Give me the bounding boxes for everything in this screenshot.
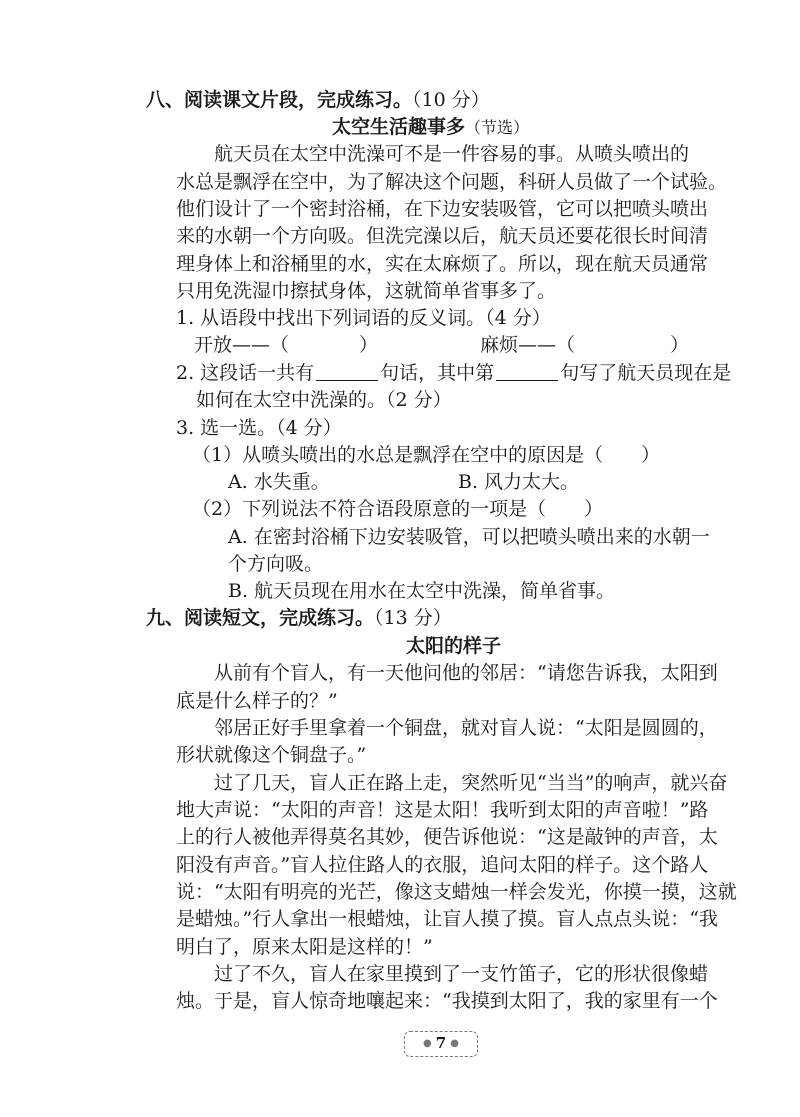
page-number	[404, 1031, 478, 1057]
section-8-passage-line: 水总是飘浮在空中，为了解决这个问题，科研人员做了一个试验。	[176, 171, 728, 193]
question-3-2: （2）下列说法不符合语段原意的一项是（ ）	[192, 498, 604, 520]
section-9-passage-line: 明白了，原来太阳是这样的！”	[176, 936, 433, 958]
q3-1-option-a: A. 水失重。	[228, 471, 330, 493]
section-8-title-text: 太空生活趣事多	[332, 116, 466, 138]
section-8-passage-line: 来的水朝一个方向吸。但洗完澡以后，航天员还要花很长时间清	[176, 225, 709, 247]
section-8-passage-line: 理身体上和浴桶里的水，实在太麻烦了。所以，现在航天员通常	[176, 253, 709, 275]
section-9-passage-line: 形状就像这个铜盘子。”	[176, 744, 367, 766]
section-9-passage-line: 从前有个盲人，有一天他问他的邻居：“请您告诉我，太阳到	[214, 662, 718, 684]
question-2	[176, 360, 731, 386]
q2-sentence-count-blank[interactable]	[316, 362, 378, 381]
section-9-passage-line: 过了几天，盲人正在路上走，突然听见“当当”的响声，就兴奋	[214, 772, 728, 794]
q2-part-a: 2. 这段话一共有	[176, 362, 315, 384]
section-9-passage-line: 是蜡烛。”行人拿出一根蜡烛，让盲人摸了摸。盲人点点头说：“我	[176, 908, 718, 930]
question-1: 1. 从语段中找出下列词语的反义词。（4 分）	[176, 307, 551, 329]
q2-part-c: 句写了航天员现在是	[560, 362, 732, 384]
q1-left-label: 开放——（	[194, 334, 290, 356]
section-9-heading-text: 九、阅读短文，完成练习。	[146, 607, 375, 629]
question-3: 3. 选一选。（4 分）	[176, 417, 342, 439]
section-9-passage-line: 地大声说：“太阳的声音！这是太阳！我听到太阳的声音啦！”路	[176, 799, 709, 821]
q1-left-close: ）	[359, 334, 379, 356]
page-number-right-dot-icon: ●	[450, 1038, 459, 1049]
section-9-heading	[146, 605, 452, 631]
section-8-passage-line: 他们设计了一个密封浴桶，在下边安装吸管，它可以把喷头喷出	[176, 198, 709, 220]
section-8-heading-text: 八、阅读课文片段，完成练习。	[146, 89, 413, 111]
section-9-passage-line: 底是什么样子的？”	[176, 690, 338, 712]
section-8-passage-line: 航天员在太空中洗澡可不是一件容易的事。从喷头喷出的	[214, 143, 690, 165]
section-9-passage-line: 上的行人被他弄得莫名其妙，便告诉他说：“这是敲钟的声音，太	[176, 826, 718, 848]
section-9-score: （13 分）	[374, 607, 452, 629]
section-9-passage-line: 阳没有声音。”盲人拉住路人的衣服，追问太阳的样子。这个路人	[176, 854, 709, 876]
q2-part-b: 句话，其中第	[380, 362, 495, 384]
q3-1-option-b: B. 风力太大。	[458, 471, 580, 493]
question-2-line-2: 如何在太空中洗澡的。（2 分）	[196, 389, 452, 411]
q1-right-close: ）	[670, 334, 690, 356]
question-1-left	[194, 332, 378, 358]
q1-right-label: 麻烦——（	[480, 334, 576, 356]
section-9-passage-line: 过了不久，盲人在家里摸到了一支竹笛子，它的形状很像蜡	[214, 963, 709, 985]
q3-2-option-a-line-1: A. 在密封浴桶下边安装吸管，可以把喷头喷出来的水朝一	[228, 526, 710, 548]
q3-2-option-b: B. 航天员现在用水在太空中洗澡，简单省事。	[228, 580, 616, 602]
section-9-title: 太阳的样子	[406, 635, 502, 657]
q3-2-option-a-line-2: 个方向吸。	[228, 553, 324, 575]
section-9-passage-line: 说：“太阳有明亮的光芒，像这支蜡烛一样会发光，你摸一摸，这就	[176, 881, 737, 903]
section-8-passage-line: 只用免洗湿巾擦拭身体，这就简单省事多了。	[176, 280, 557, 302]
section-8-score: （10 分）	[412, 89, 490, 111]
section-9-passage-line: 邻居正好手里拿着一个铜盘，就对盲人说：“太阳是圆圆的，	[214, 717, 718, 739]
question-3-1: （1）从喷头喷出的水总是飘浮在空中的原因是（ ）	[192, 444, 661, 466]
section-8-title-note: （节选）	[465, 118, 530, 137]
q2-sentence-number-blank[interactable]	[496, 362, 558, 381]
section-8-title	[332, 114, 529, 141]
section-8-heading	[146, 87, 490, 113]
page-number-text: 7	[435, 1034, 447, 1052]
section-9-passage-line: 烛。于是，盲人惊奇地嚷起来：“我摸到太阳了，我的家里有一个	[176, 990, 718, 1012]
question-1-right	[480, 332, 689, 358]
page-number-left-dot-icon: ●	[423, 1038, 432, 1049]
